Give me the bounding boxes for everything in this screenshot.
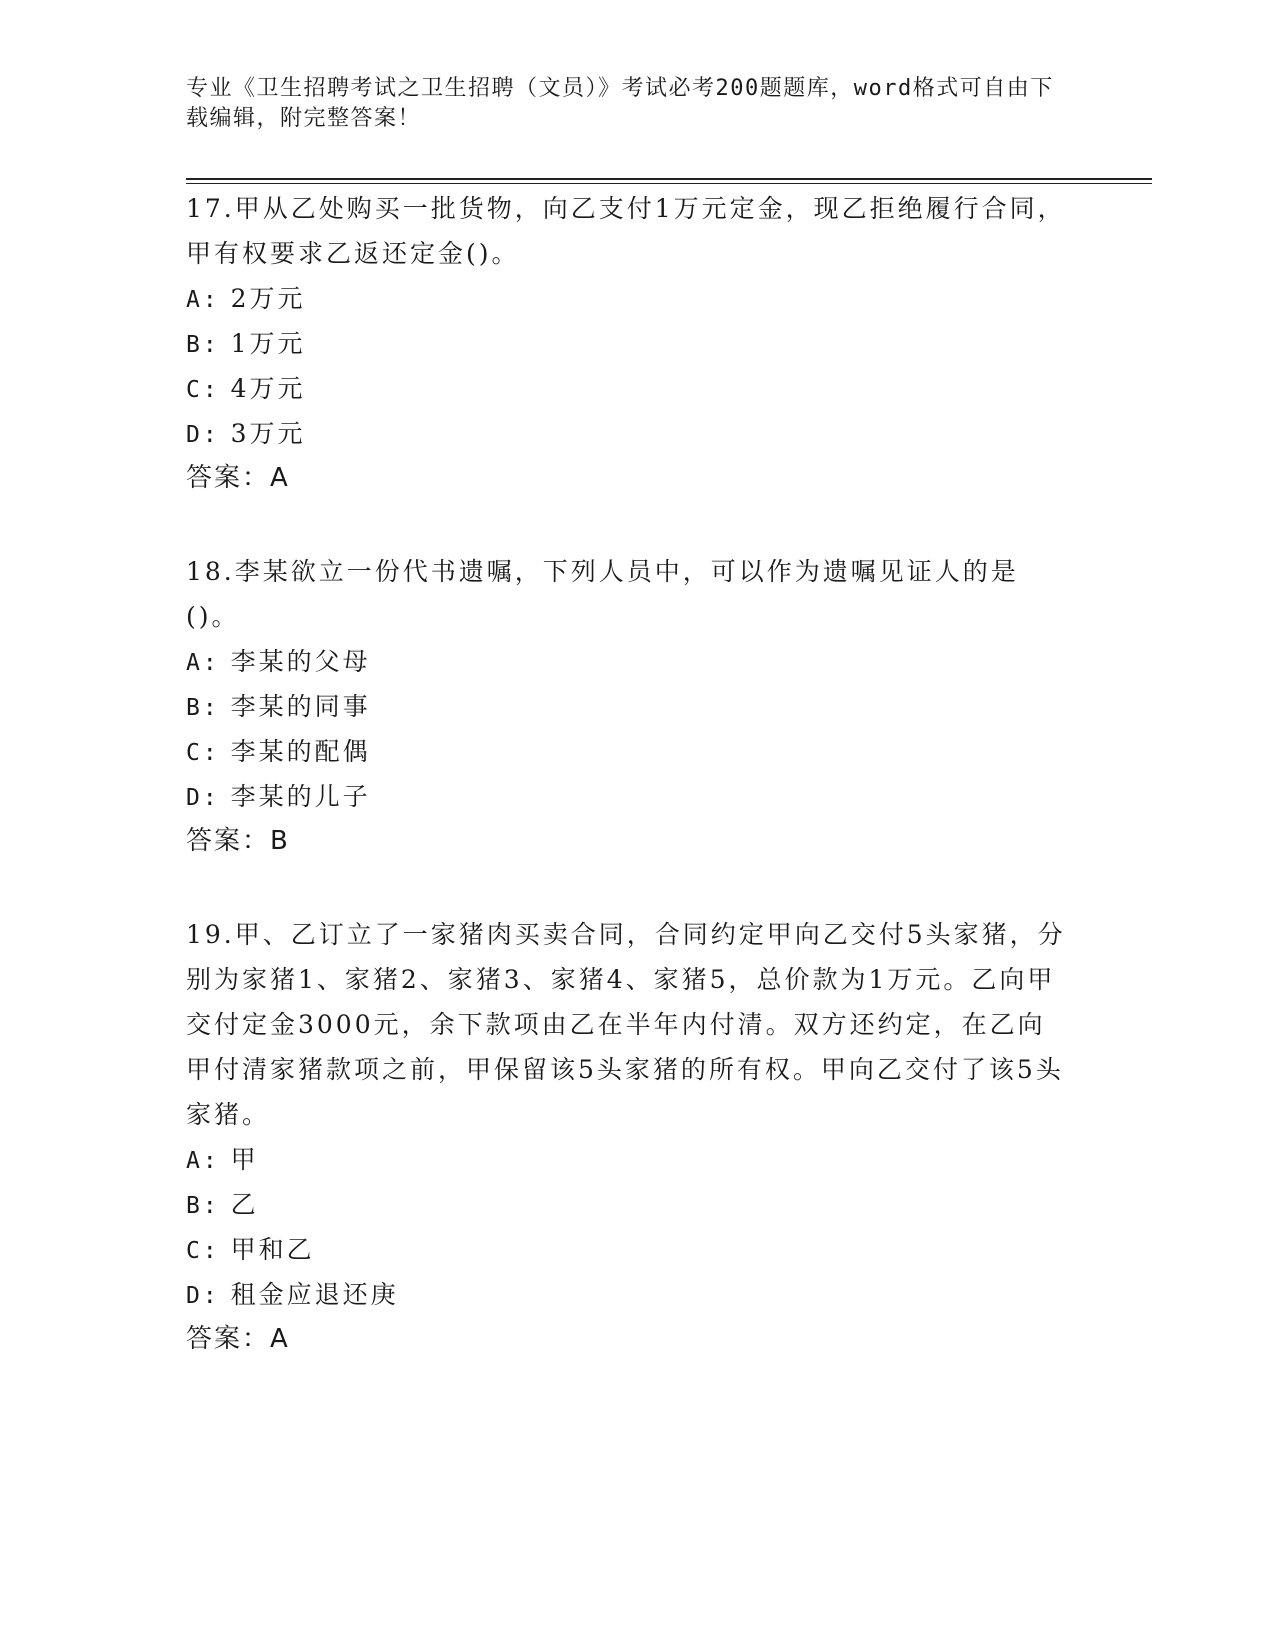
question-stem: 19.甲、乙订立了一家猪肉买卖合同，合同约定甲向乙交付5头家猪，分别为家猪1、家猪2、家猪3、家猪4、家猪5，总价款为1万元。乙向甲交付定金3000元，余下款项由乙在半年内付清。双方还约定，在乙向甲付清家猪款项之前，甲保留该5头家猪的所有权。甲向乙交付了该5头家猪。 [186,920,1066,1129]
answer-line: 答案：A [186,1324,290,1354]
option-b [186,321,1066,366]
option-key: A: [186,287,220,313]
option-d [186,1272,1066,1317]
option-key: D: [186,785,220,811]
option-text: 4万元 [230,374,306,403]
option-text: 李某的配偶 [230,737,371,766]
option-text: 甲和乙 [230,1235,315,1264]
option-key: B: [186,695,220,721]
option-c [186,729,1066,774]
option-d [186,774,1066,819]
option-text: 3万元 [230,419,306,448]
option-text: 李某的父母 [230,647,371,676]
option-text: 李某的儿子 [230,782,371,811]
option-b [186,684,1066,729]
option-a [186,639,1066,684]
option-key: C: [186,377,220,403]
option-text: 租金应退还庚 [230,1280,399,1309]
header-divider-thin [186,183,1152,184]
question-19 [186,912,1066,1362]
option-key: A: [186,1148,220,1174]
option-text: 2万元 [230,284,306,313]
option-key: D: [186,422,220,448]
option-text: 李某的同事 [230,692,371,721]
option-key: B: [186,1193,220,1219]
question-18 [186,549,1066,864]
option-a [186,1137,1066,1182]
header-intro: 专业《卫生招聘考试之卫生招聘（文员）》考试必考200题题库，word格式可自由下载编辑，附完整答案！ [186,76,1054,131]
option-key: A: [186,650,220,676]
question-stem: 18.李某欲立一份代书遗嘱，下列人员中，可以作为遗嘱见证人的是()。 [186,557,1019,631]
option-c [186,366,1066,411]
option-key: B: [186,332,220,358]
option-a [186,276,1066,321]
option-text: 1万元 [230,329,306,358]
option-key: C: [186,740,220,766]
question-17 [186,186,1066,501]
question-stem: 17.甲从乙处购买一批货物，向乙支付1万元定金，现乙拒绝履行合同，甲有权要求乙返还定金()。 [186,194,1066,268]
option-key: C: [186,1238,220,1264]
answer-line: 答案：B [186,826,290,856]
header-divider-thick [186,178,1152,180]
option-text: 甲 [230,1145,259,1174]
option-text: 乙 [230,1190,259,1219]
option-b [186,1182,1066,1227]
answer-line: 答案：A [186,463,290,493]
option-d [186,411,1066,456]
option-key: D: [186,1283,220,1309]
option-c [186,1227,1066,1272]
